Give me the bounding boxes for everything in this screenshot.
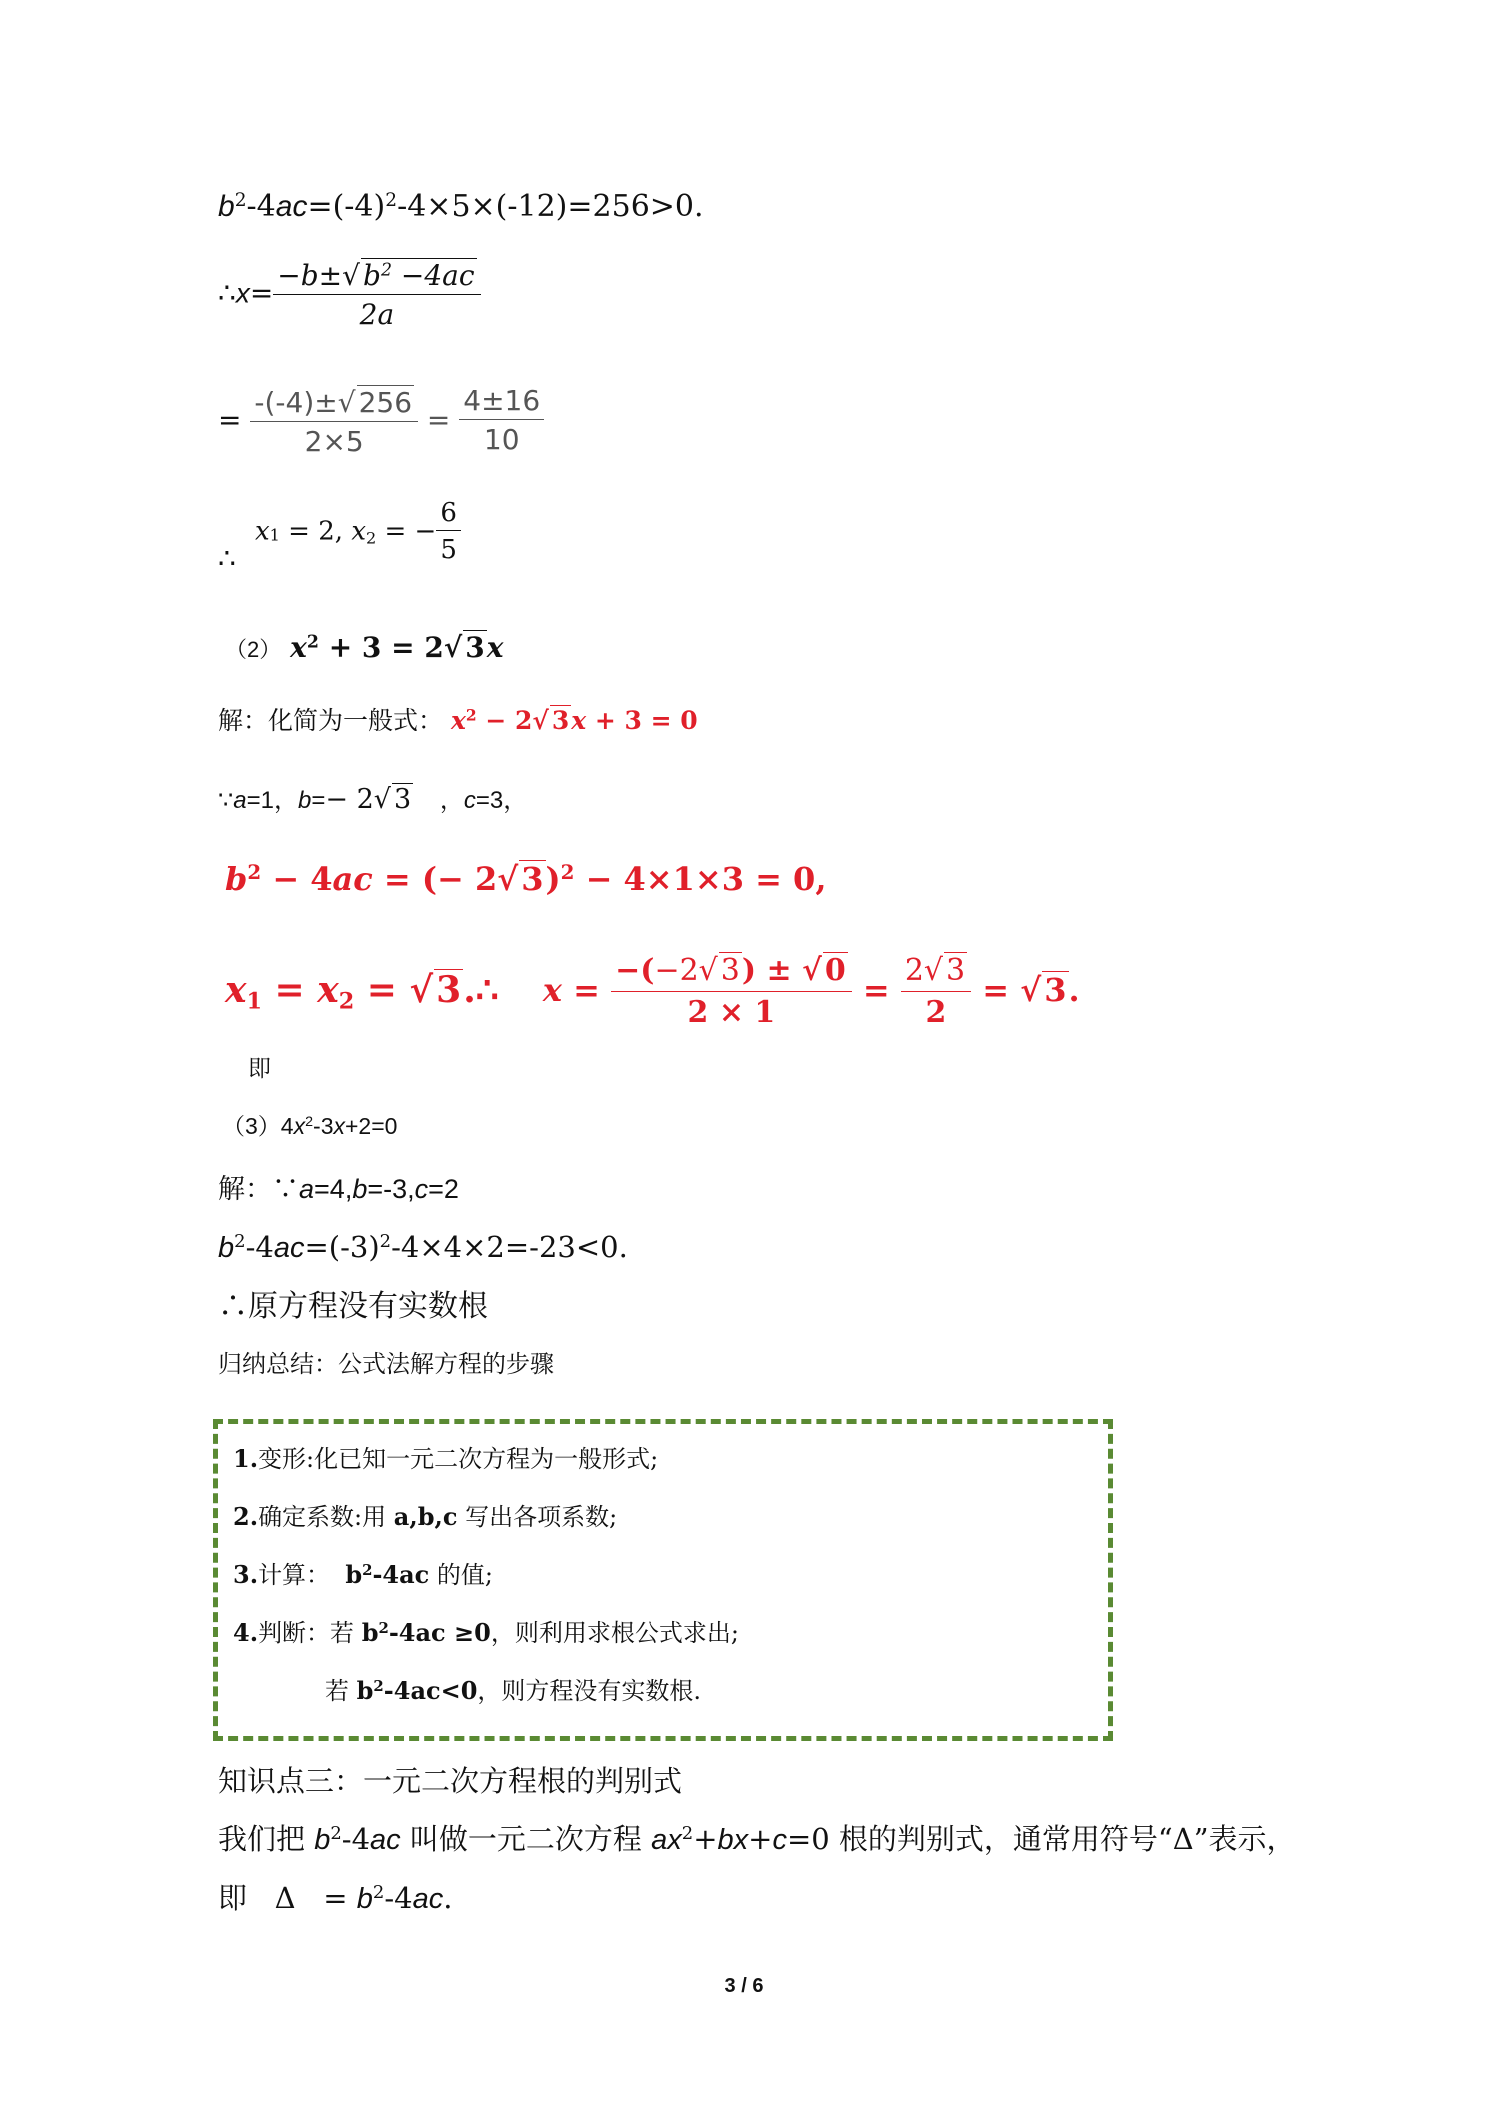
problem2-coefficients: ∵a=1，b=− 2√ 3 ，c=3，	[218, 784, 528, 815]
problem2-discriminant: $b^2 - 4ac$ = (− 2√3)$^2$ − 4×1×3 = 0,	[225, 860, 827, 898]
problem2-ji: 即	[248, 1056, 271, 1082]
problem2-roots: $x_1 = x_2$ = √3.∴ x = $\frac{-(-2√ 3) \pm √ 0}{2 \times 1}$ = $\frac{2√ 3}{2}$ = √3.	[225, 953, 1080, 1030]
summary-title: 归纳总结：公式法解方程的步骤	[218, 1350, 554, 1378]
problem3-discriminant: $b^2-4ac=(-3)^2-4\times 4\times 2=-23<0$.	[218, 1230, 628, 1264]
problem3-conclusion: ∴原方程没有实数根	[218, 1289, 488, 1324]
page-number: 3 / 6	[724, 1975, 764, 1997]
summary-step-5: 若 $b^2-4ac<0$，则方程没有实数根.	[325, 1676, 702, 1705]
calc1-discriminant: $b^2-4ac=(-4)^2-4\times 5\times(-12)=256>0$.	[218, 189, 704, 224]
summary-step-4: 4.判断：若 $b^2-4ac \ge 0$，则利用求根公式求出;	[233, 1618, 739, 1647]
problem3-equation: $(3)4x^2-3x+2=0$	[222, 1113, 398, 1139]
calc1-substitution: = $\frac{-(-4)\pm√ 256}{2\times 5}$ = $\frac{4\pm 16}{10}$	[218, 385, 544, 456]
calc1-root-formula: ∴x= $\frac{-b\pm√ b^2 -4ac}{2a}$	[218, 258, 481, 329]
calc1-therefore: ∴	[218, 542, 236, 575]
knowledge-heading: 知识点三：一元二次方程根的判别式	[218, 1764, 683, 1798]
problem2-general-form: 解：化简为一般式： $x^2 - 2√$ 3x + 3 = 0	[218, 705, 698, 735]
problem3-coefficients: 解：∵a=4,b=-3,c=2	[218, 1174, 459, 1205]
calc1-roots: $x_1 = 2$, $x_2$ = − $\frac{6}{5}$	[255, 500, 461, 563]
problem2-equation: （2） $x^2 + 3 = 2√$ 3x	[225, 631, 504, 664]
knowledge-para1: 我们把 $b^2-4ac$ 叫做一元二次方程 $ax^2+bx+c=0$ 根的判别式，通常用符号“Δ”表示，	[218, 1822, 1296, 1856]
summary-step-3: 3.计算： $b^2-4ac$ 的值;	[233, 1560, 494, 1589]
knowledge-para2: 即 $\Delta = b^2-4ac$.	[218, 1881, 453, 1915]
summary-step-2: 2.确定系数:用 a,b,c 写出各项系数;	[233, 1502, 618, 1531]
summary-step-1: 1.变形:化已知一元二次方程为一般形式;	[233, 1444, 659, 1473]
